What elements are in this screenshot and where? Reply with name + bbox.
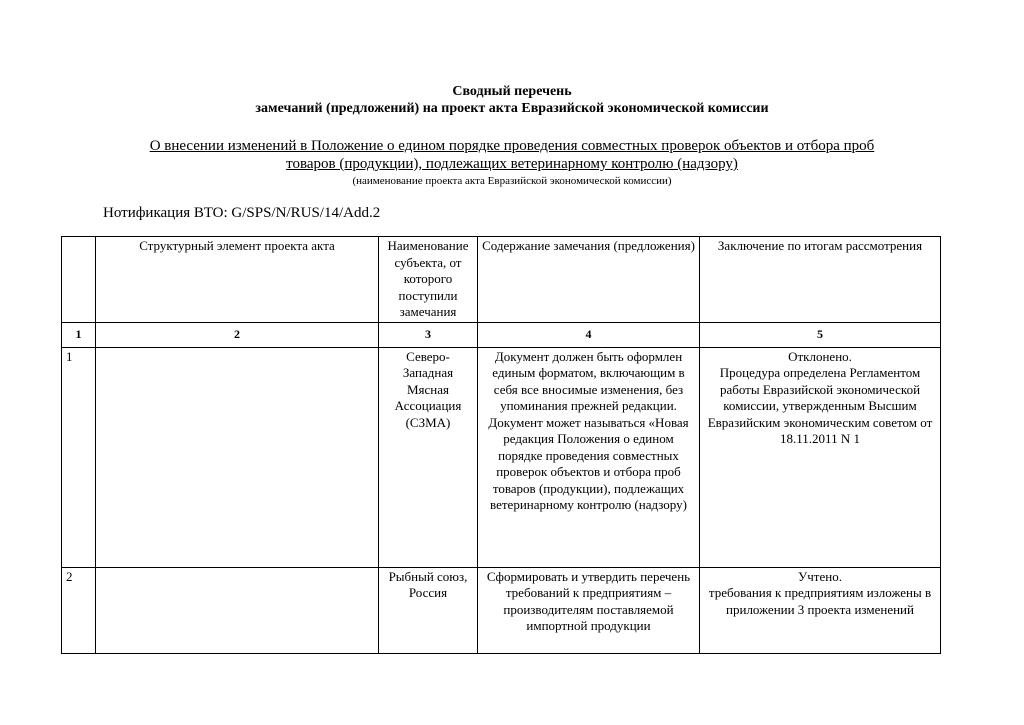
row-conclusion <box>700 347 941 567</box>
conclusion-status: Отклонено. <box>788 348 852 364</box>
conclusion-text: Процедура определена Регламентом работы Евразийской экономической комиссии, утвержденным Высшим Евразийским экономическим советом от 18.11.2011 N 1 <box>707 365 933 446</box>
index-cell: 3 <box>379 322 478 347</box>
remarks-table <box>61 236 941 654</box>
header-cell-subject: Наименование субъекта, от которого поступили замечания <box>379 237 478 323</box>
header-cell-number <box>62 237 96 323</box>
index-cell: 5 <box>700 322 941 347</box>
row-number: 2 <box>62 567 96 653</box>
act-subject-line-2: товаров (продукции), подлежащих ветеринарному контролю (надзору) <box>286 156 738 172</box>
table-header-row <box>62 237 941 323</box>
document-subtitle: замечаний (предложений) на проект акта Евразийской экономической комиссии <box>255 101 769 116</box>
index-cell: 2 <box>96 322 379 347</box>
conclusion-text: требования к предприятиям изложены в приложении 3 проекта изменений <box>708 585 932 617</box>
table-row <box>62 567 941 653</box>
act-subject-line-1: О внесении изменений в Положение о едином порядке проведения совместных проверок объектов и отбора проб <box>149 138 875 154</box>
row-number: 1 <box>62 347 96 567</box>
header-cell-conclusion: Заключение по итогам рассмотрения <box>700 237 941 323</box>
index-cell: 1 <box>62 322 96 347</box>
document-title: Сводный перечень <box>452 84 572 99</box>
row-element <box>96 567 379 653</box>
row-remark: Сформировать и утвердить перечень требований к предприятиям – производителям поставляемой импортной продукции <box>478 567 700 653</box>
header-cell-remark: Содержание замечания (предложения) <box>478 237 700 323</box>
row-element <box>96 347 379 567</box>
act-subject-caption: (наименование проекта акта Евразийской экономической комиссии) <box>352 175 672 187</box>
row-subject: Северо-Западная Мясная Ассоциация (СЗМА) <box>379 347 478 567</box>
row-remark: Документ должен быть оформлен единым форматом, включающим в себя все вносимые изменения, без упоминания прежней редакции. Документ может называться «Новая редакция Положения о едином порядке проведения совместных проверок объектов и отбора проб товаров (продукции), подлежащих ветеринарному контролю (надзору) <box>478 347 700 567</box>
column-index-row <box>62 322 941 347</box>
conclusion-status: Учтено. <box>798 568 842 584</box>
index-cell: 4 <box>478 322 700 347</box>
wto-notification: Нотификация ВТО: G/SPS/N/RUS/14/Add.2 <box>103 205 381 221</box>
table-row <box>62 347 941 567</box>
header-cell-element: Структурный элемент проекта акта <box>96 237 379 323</box>
row-conclusion <box>700 567 941 653</box>
row-subject: Рыбный союз, Россия <box>379 567 478 653</box>
